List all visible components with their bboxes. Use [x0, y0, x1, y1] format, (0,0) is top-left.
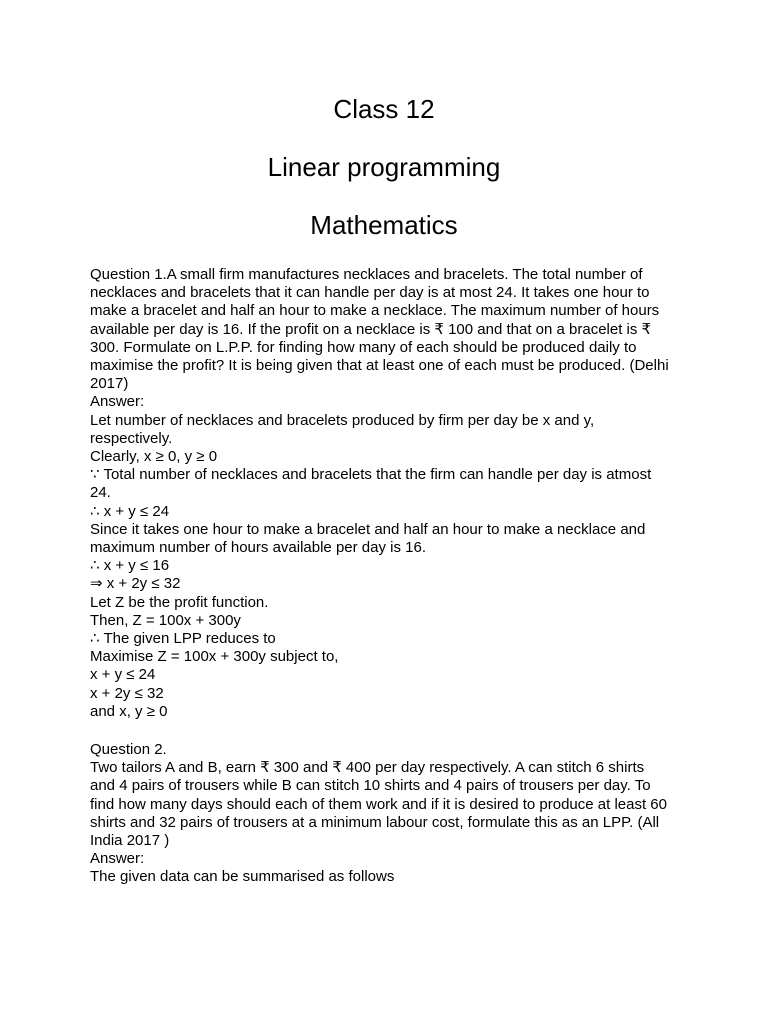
text-line: ∴ The given LPP reduces to [90, 630, 276, 648]
text-line: 24. [90, 484, 111, 502]
math-line: Then, Z = 100x + 300y [90, 611, 241, 629]
text-line: Question 1.A small firm manufactures necklaces and bracelets. The total number of [90, 266, 643, 283]
text-line: Since it takes one hour to make a bracelet and half an hour to make a necklace and [90, 520, 646, 538]
text-line: and 4 pairs of trousers while B can stitch 10 shirts and 4 pairs of trousers per day. To [90, 777, 651, 795]
text-line: find how many days should each of them work and if it is desired to produce at least 60 [90, 795, 667, 813]
math-line: ∴ x + y ≤ 16 [90, 557, 170, 575]
math-line: x + 2y ≤ 32 [90, 684, 164, 702]
text-line: available per day is 16. If the profit on a necklace is ₹ 100 and that on a bracelet is ₹ [90, 320, 652, 338]
text-line: 300. Formulate on L.P.P. for finding how many of each should be produced daily to [90, 338, 637, 356]
question-1-block [90, 266, 680, 721]
subject-heading: Mathematics [310, 210, 458, 240]
text-line: necklaces and bracelets that it can handle per day is at most 24. It takes one hour to [90, 284, 650, 302]
text-line: The given data can be summarised as follows [90, 868, 395, 886]
text-line: Let Z be the profit function. [90, 593, 269, 611]
math-line: ⇒ x + 2y ≤ 32 [90, 575, 181, 593]
text-line: respectively. [90, 429, 173, 447]
math-line: x + y ≤ 24 [90, 666, 156, 684]
text-line: make a bracelet and half an hour to make a necklace. The maximum number of hours [90, 302, 660, 320]
text-line: maximum number of hours available per day is 16. [90, 539, 426, 557]
math-line: and x, y ≥ 0 [90, 702, 168, 720]
math-line: Maximise Z = 100x + 300y subject to, [90, 648, 339, 666]
class-heading: Class 12 [333, 94, 435, 124]
answer-label: Answer: [90, 850, 145, 868]
question-label: Question 2. [90, 741, 167, 758]
text-line: India 2017 ) [90, 832, 170, 850]
text-line: maximise the profit? It is being given that at least one of each must be produced. (Delhi [90, 357, 669, 375]
text-line: 2017) [90, 375, 129, 393]
text-line: Two tailors A and B, earn ₹ 300 and ₹ 400 per day respectively. A can stitch 6 shirts [90, 759, 645, 777]
question-2-block [90, 741, 680, 887]
answer-label: Answer: [90, 393, 145, 411]
topic-heading: Linear programming [267, 152, 501, 182]
text-line: shirts and 32 pairs of trousers at a minimum labour cost, formulate this as an LPP. (All [90, 813, 660, 831]
math-line: ∴ x + y ≤ 24 [90, 502, 170, 520]
text-line: Let number of necklaces and bracelets produced by firm per day be x and y, [90, 411, 595, 429]
text-line: ∵ Total number of necklaces and bracelets that the firm can handle per day is atmost [90, 466, 652, 484]
math-line: Clearly, x ≥ 0, y ≥ 0 [90, 448, 218, 466]
